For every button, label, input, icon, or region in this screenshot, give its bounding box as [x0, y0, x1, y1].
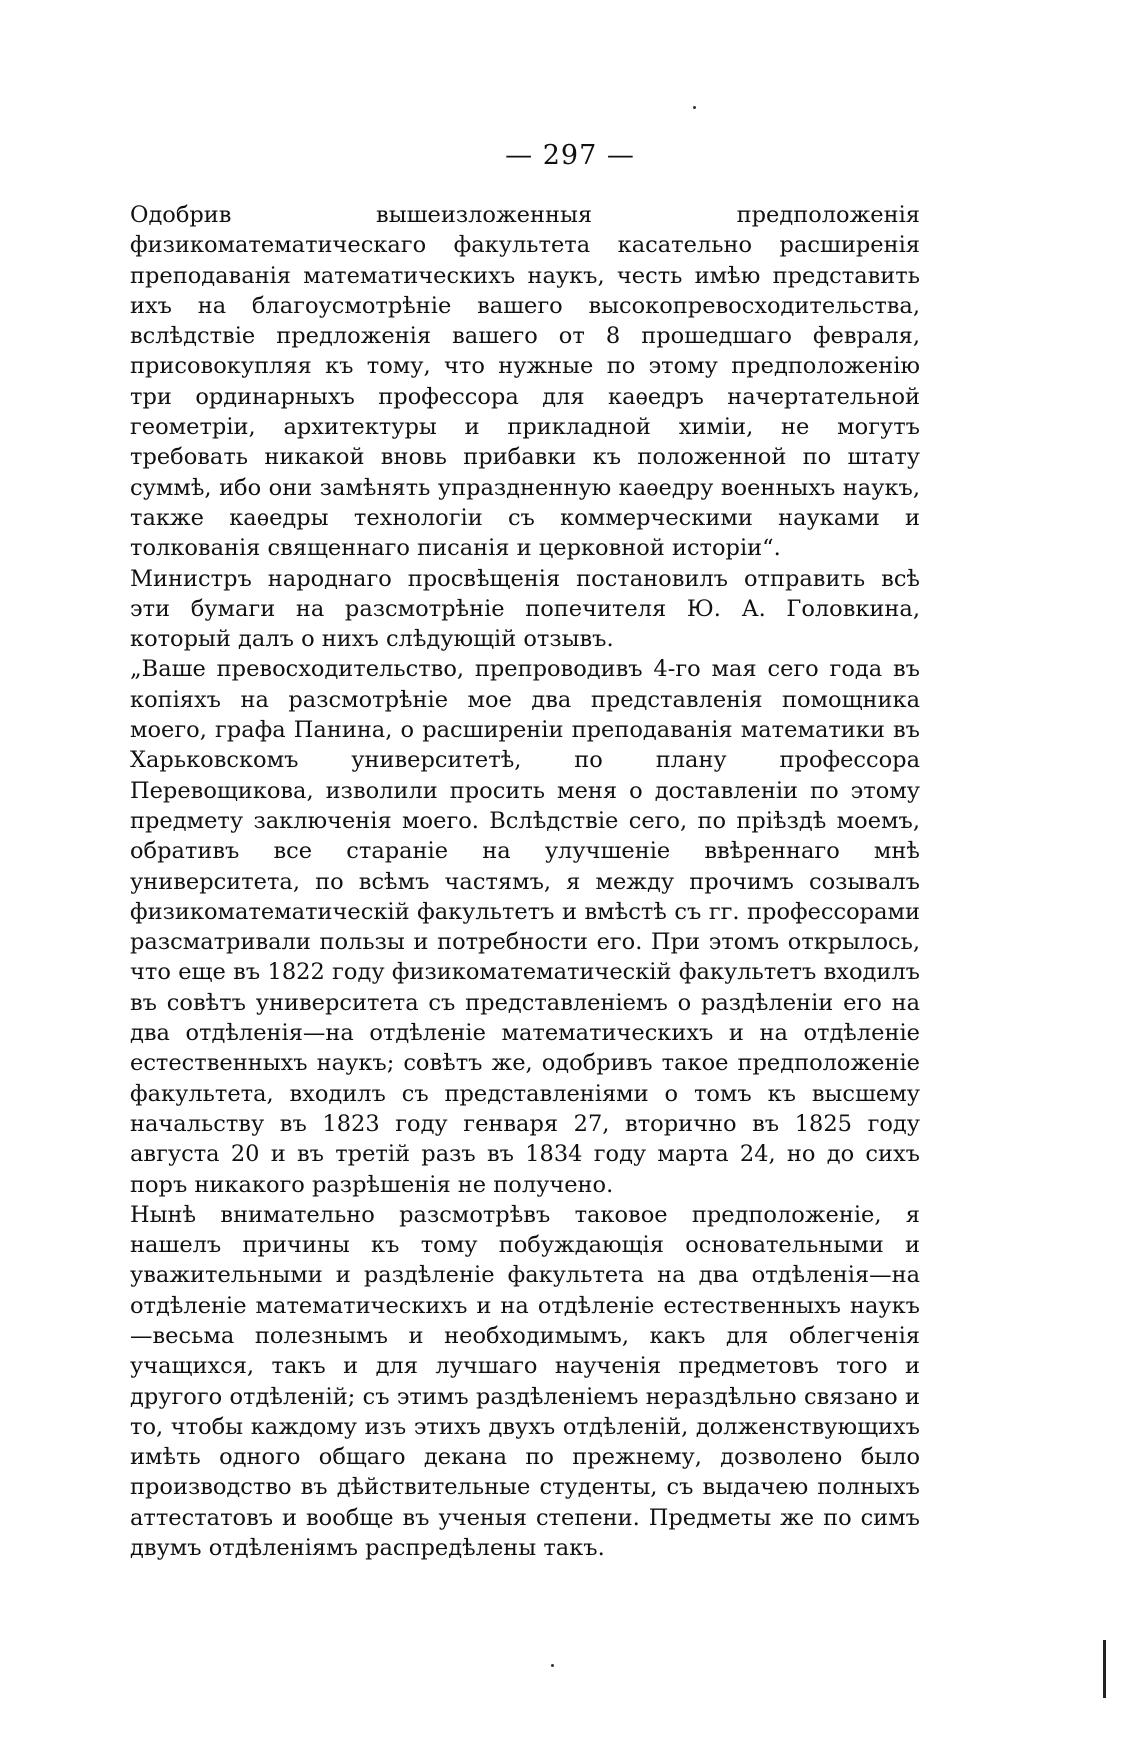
body-text	[130, 200, 920, 1563]
paragraph-1: Одобрив вышеизложенныя предположенія физикоматематическаго факультета касательно расширенія преподаванія математическихъ наукъ, честь имѣю представить ихъ на благоусмотрѣніе вашего высокопревосходительства, вслѣдствіе предложенія вашего от 8 прошедшаго февраля, присовокупляя къ тому, что нужные по этому предположенію три ординарныхъ профессора для каѳедръ начертательной геометріи, архитектуры и прикладной химіи, не могутъ требовать никакой вновь прибавки къ положенной по штату суммѣ, ибо они замѣнять упраздненную каѳедру военныхъ наукъ, также каѳедры технологіи съ коммерческими науками и толкованія священнаго писанія и церковной исторіи“.	[130, 202, 920, 562]
print-speck-bottom	[551, 1664, 554, 1667]
margin-line-mark	[1103, 1640, 1106, 1698]
paragraph-2: Министръ народнаго просвѣщенія постановилъ отправить всѣ эти бумаги на разсмотрѣніе попечителя Ю. А. Головкина, который далъ о нихъ слѣдующій отзывъ.	[130, 565, 920, 653]
page-number: — 297 —	[505, 140, 635, 171]
print-speck	[693, 106, 696, 109]
paragraph-4: Нынѣ внимательно разсмотрѣвъ таковое предположеніе, я нашелъ причины къ тому побуждающія основательными и уважительными и раздѣленіе факультета на два отдѣленія—на отдѣленіе математическихъ и на отдѣленіе естественныхъ наукъ—весьма полезнымъ и необходимымъ, какъ для облегченія учащихся, такъ и для лучшаго наученія предметовъ того и другого отдѣленій; съ этимъ раздѣленіемъ нераздѣльно связано и то, чтобы каждому изъ этихъ двухъ отдѣленій, долженствующихъ имѣть одного общаго декана по прежнему, дозволено было производство въ дѣйствительные студенты, съ выдачею полныхъ аттестатовъ и вообще въ ученыя степени. Предметы же по симъ двумъ отдѣленіямъ распредѣлены такъ.	[130, 1201, 920, 1562]
paragraph-3: „Ваше превосходительство, препроводивъ 4-го мая сего года въ копіяхъ на разсмотрѣніе мое два представленія помощника моего, графа Панина, о расширеніи преподаванія математики въ Харьковскомъ университетѣ, по плану профессора Перевощикова, изволили просить меня о доставленіи по этому предмету заключенія моего. Вслѣдствіе сего, по пріѣздѣ моемъ, обративъ все стараніе на улучшеніе ввѣреннаго мнѣ университета, по всѣмъ частямъ, я между прочимъ созывалъ физикоматематическій факультетъ и вмѣстѣ съ гг. профессорами разсматривали пользы и потребности его. При этомъ открылось, что еще въ 1822 году физикоматематическій факультетъ входилъ въ совѣтъ университета съ представленіемъ о раздѣленіи его на два отдѣленія—на отдѣленіе математическихъ и на отдѣленіе естественныхъ наукъ; совѣтъ же, одобривъ такое предположеніе факультета, входилъ съ представленіями о томъ къ высшему начальству въ 1823 году генваря 27, вторично въ 1825 году августа 20 и въ третій разъ въ 1834 году марта 24, но до сихъ поръ никакого разрѣшенія не получено.	[130, 656, 920, 1198]
